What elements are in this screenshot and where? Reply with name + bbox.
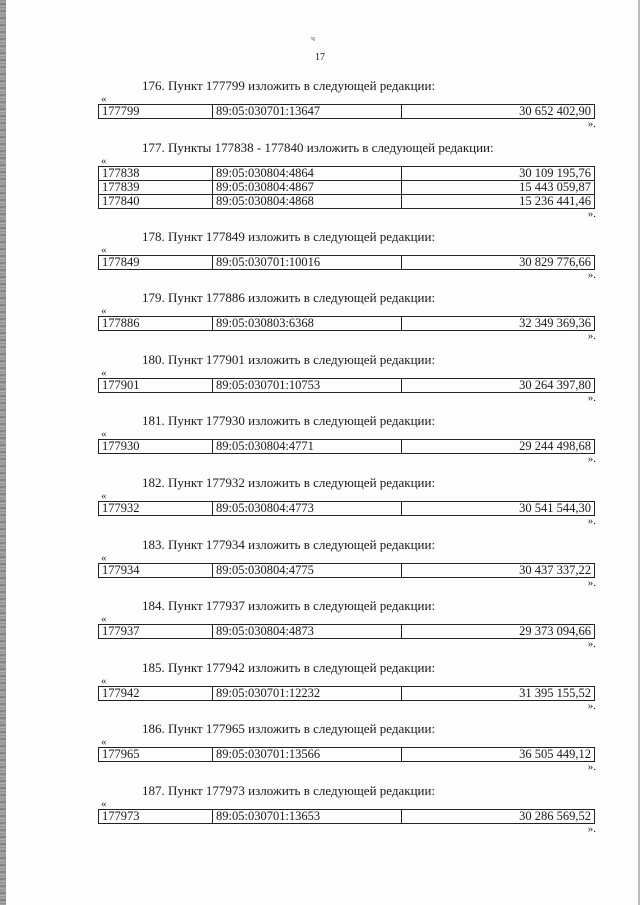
item-number-cell: 177849 [99,255,213,269]
amendment-heading: 179. Пункт 177886 изложить в следующей редакции: [142,290,436,306]
cadastral-number-cell: 89:05:030804:4773 [213,501,402,515]
amendment-heading: 183. Пункт 177934 изложить в следующей редакции: [142,536,436,552]
cadastral-number-cell: 89:05:030804:4771 [213,440,402,454]
amendment-section [98,229,596,291]
cadastral-value-cell: 30 652 402,90 [402,105,595,119]
amendment-heading: 178. Пункт 177849 изложить в следующей редакции: [142,228,436,244]
item-number-cell: 177930 [99,440,213,454]
amendment-table [98,747,595,762]
amendment-table [98,104,595,119]
table-row [99,563,595,577]
close-quote: ». [587,391,596,404]
amendment-section [98,78,596,140]
cadastral-number-cell: 89:05:030804:4867 [213,180,402,194]
cadastral-value-cell: 30 109 195,76 [402,166,595,180]
table-row [99,105,595,119]
close-quote: ». [587,207,596,220]
close-quote: ». [587,268,596,281]
amendment-section [98,721,596,783]
amendment-heading: 176. Пункт 177799 изложить в следующей редакции: [142,78,436,93]
open-quote: « [101,551,107,564]
amendment-table [98,624,595,639]
item-number-cell: 177838 [99,166,213,180]
cadastral-value-cell: 36 505 449,12 [402,748,595,762]
cadastral-value-cell: 30 541 544,30 [402,501,595,515]
close-quote: ». [587,576,596,589]
cadastral-number-cell: 89:05:030701:10753 [213,378,402,392]
amendment-heading: 187. Пункт 177973 изложить в следующей редакции: [142,782,436,798]
amendment-table [98,316,595,331]
cadastral-value-cell: 30 437 337,22 [402,563,595,577]
amendment-heading: 185. Пункт 177942 изложить в следующей редакции: [142,659,436,675]
cadastral-number-cell: 89:05:030701:13566 [213,748,402,762]
amendment-table [98,501,595,516]
open-quote: « [101,243,107,256]
close-quote: ». [587,514,596,527]
cadastral-value-cell: 29 373 094,66 [402,625,595,639]
amendment-table [98,563,595,578]
close-quote: ». [587,638,596,651]
item-number-cell: 177799 [99,105,213,119]
amendment-heading: 182. Пункт 177932 изложить в следующей редакции: [142,474,436,490]
amendment-heading: 181. Пункт 177930 изложить в следующей редакции: [142,413,436,429]
page-number: 17 [315,52,325,63]
open-quote: « [101,305,107,318]
open-quote: « [101,428,107,441]
cadastral-value-cell: 31 395 155,52 [402,686,595,700]
scan-edge-left [0,0,6,905]
table-row [99,166,595,180]
item-number-cell: 177973 [99,809,213,823]
amendment-section [98,660,596,722]
amendment-heading: 186. Пункт 177965 изложить в следующей редакции: [142,721,436,737]
open-quote: « [101,797,107,810]
cadastral-number-cell: 89:05:030803:6368 [213,317,402,331]
amendment-section [98,413,596,475]
open-quote: « [101,674,107,687]
cadastral-number-cell: 89:05:030701:12232 [213,686,402,700]
open-quote: « [101,489,107,502]
open-quote: « [101,366,107,379]
close-quote: ». [587,330,596,343]
amendment-section [98,475,596,537]
amendment-heading: 184. Пункт 177937 изложить в следующей редакции: [142,598,436,614]
table-row [99,625,595,639]
item-number-cell: 177965 [99,748,213,762]
open-quote: « [101,93,107,105]
amendment-section [98,352,596,414]
cadastral-number-cell: 89:05:030804:4873 [213,625,402,639]
document-body [98,78,596,845]
table-row [99,255,595,269]
item-number-cell: 177937 [99,625,213,639]
cadastral-value-cell: 30 286 569,52 [402,809,595,823]
open-quote: « [101,613,107,626]
cadastral-value-cell: 15 236 441,46 [402,194,595,208]
item-number-cell: 177839 [99,180,213,194]
scan-speck: ч [311,34,316,43]
amendment-heading: 177. Пункты 177838 - 177840 изложить в следующей редакции: [142,139,494,155]
amendment-table [98,255,595,270]
item-number-cell: 177932 [99,501,213,515]
cadastral-number-cell: 89:05:030804:4864 [213,166,402,180]
item-number-cell: 177901 [99,378,213,392]
item-number-cell: 177840 [99,194,213,208]
amendment-table [98,809,595,824]
table-row [99,440,595,454]
cadastral-value-cell: 30 829 776,66 [402,255,595,269]
cadastral-value-cell: 30 264 397,80 [402,378,595,392]
table-row [99,501,595,515]
table-row [99,378,595,392]
amendment-section [98,140,596,229]
amendment-heading: 180. Пункт 177901 изложить в следующей редакции: [142,351,436,367]
amendment-section [98,537,596,599]
item-number-cell: 177942 [99,686,213,700]
amendment-section [98,598,596,660]
cadastral-number-cell: 89:05:030804:4868 [213,194,402,208]
cadastral-number-cell: 89:05:030701:13653 [213,809,402,823]
cadastral-number-cell: 89:05:030701:13647 [213,105,402,119]
item-number-cell: 177934 [99,563,213,577]
amendment-table [98,166,595,209]
table-row [99,194,595,208]
amendment-table [98,686,595,701]
item-number-cell: 177886 [99,317,213,331]
amendment-section [98,783,596,845]
table-row [99,317,595,331]
close-quote: ». [587,761,596,774]
table-row [99,180,595,194]
cadastral-value-cell: 29 244 498,68 [402,440,595,454]
table-row [99,748,595,762]
open-quote: « [101,736,107,749]
cadastral-value-cell: 15 443 059,87 [402,180,595,194]
cadastral-number-cell: 89:05:030804:4775 [213,563,402,577]
close-quote: ». [587,453,596,466]
close-quote: ». [587,822,596,835]
amendment-table [98,439,595,454]
table-row [99,686,595,700]
open-quote: « [101,154,107,167]
cadastral-number-cell: 89:05:030701:10016 [213,255,402,269]
close-quote: ». [587,118,596,130]
table-row [99,809,595,823]
cadastral-value-cell: 32 349 369,36 [402,317,595,331]
close-quote: ». [587,699,596,712]
amendment-table [98,378,595,393]
amendment-section [98,290,596,352]
